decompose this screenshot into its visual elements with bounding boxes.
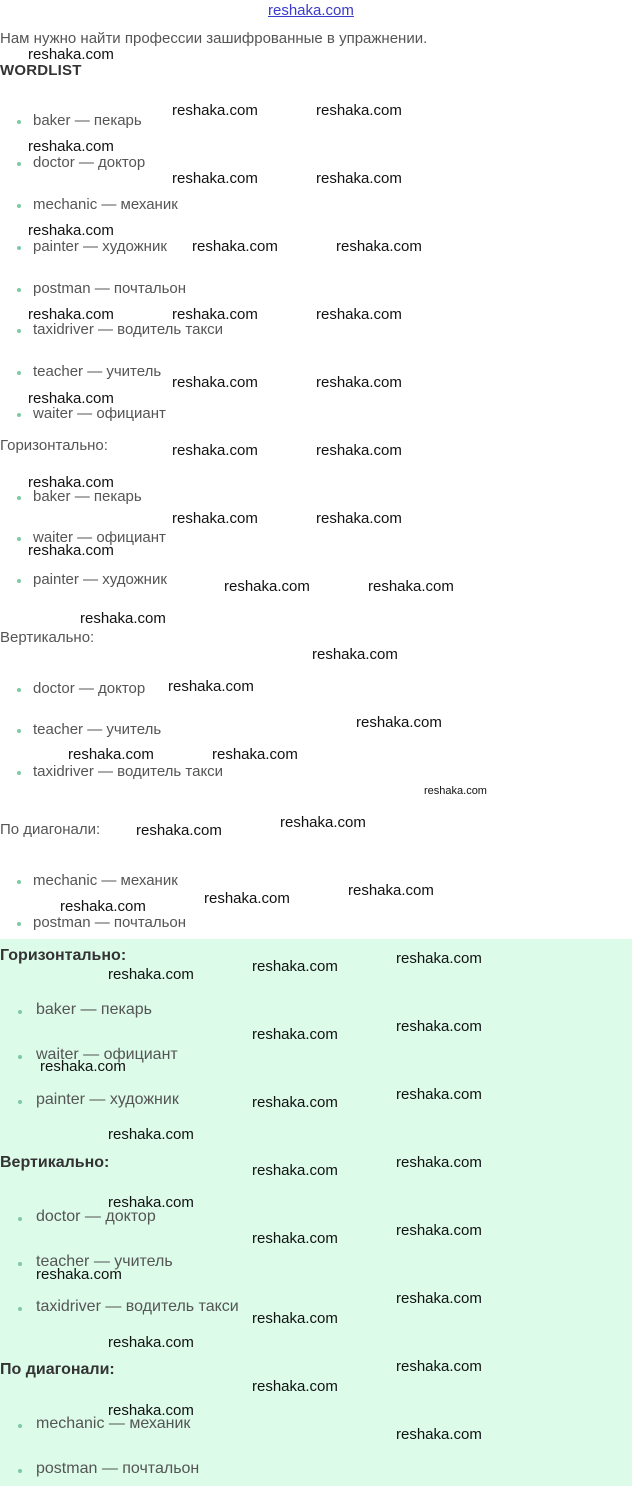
list-item: teacher — учитель — [33, 721, 162, 738]
watermark: reshaka.com — [424, 785, 487, 797]
watermark: reshaka.com — [396, 1018, 482, 1035]
watermark: reshaka.com — [28, 306, 114, 323]
watermark: reshaka.com — [68, 746, 154, 763]
list-item: teacher — учитель — [33, 363, 162, 380]
watermark: reshaka.com — [348, 882, 434, 899]
watermark: reshaka.com — [316, 102, 402, 119]
list-item: postman — почтальон — [33, 914, 187, 931]
watermark: reshaka.com — [28, 138, 114, 155]
watermark: reshaka.com — [28, 222, 114, 239]
list-item: taxidriver — водитель такси — [36, 1298, 239, 1315]
list-item: doctor — доктор — [36, 1208, 156, 1225]
watermark: reshaka.com — [316, 306, 402, 323]
watermark: reshaka.com — [172, 306, 258, 323]
list-item: painter — художник — [33, 571, 167, 588]
watermark: reshaka.com — [316, 170, 402, 187]
watermark: reshaka.com — [316, 510, 402, 527]
list-item: baker — пекарь — [33, 112, 142, 129]
watermark: reshaka.com — [336, 238, 422, 255]
watermark: reshaka.com — [80, 610, 166, 627]
watermark: reshaka.com — [28, 46, 114, 63]
list-item: painter — художник — [36, 1091, 179, 1108]
watermark: reshaka.com — [252, 1310, 338, 1327]
watermark: reshaka.com — [28, 542, 114, 559]
watermark: reshaka.com — [252, 958, 338, 975]
watermark: reshaka.com — [396, 1086, 482, 1103]
list-item: baker — пекарь — [33, 488, 142, 505]
watermark: reshaka.com — [172, 510, 258, 527]
watermark: reshaka.com — [204, 890, 290, 907]
answer-heading-horizontal: Горизонтально: — [0, 947, 127, 964]
watermark: reshaka.com — [28, 474, 114, 491]
watermark: reshaka.com — [396, 1222, 482, 1239]
answer-heading-vertical: Вертикально: — [0, 1154, 110, 1171]
heading-diagonal: По диагонали: — [0, 821, 101, 838]
site-link[interactable]: reshaka.com — [268, 2, 354, 19]
watermark: reshaka.com — [224, 578, 310, 595]
watermark: reshaka.com — [280, 814, 366, 831]
watermark: reshaka.com — [172, 102, 258, 119]
watermark: reshaka.com — [108, 1334, 194, 1351]
list-item: mechanic — механик — [33, 196, 178, 213]
watermark: reshaka.com — [172, 170, 258, 187]
wordlist-title: WORDLIST — [0, 62, 82, 79]
watermark: reshaka.com — [28, 390, 114, 407]
watermark: reshaka.com — [252, 1162, 338, 1179]
watermark: reshaka.com — [316, 374, 402, 391]
heading-horizontal: Горизонтально: — [0, 437, 108, 454]
list-item: postman — почтальон — [33, 280, 187, 297]
watermark: reshaka.com — [212, 746, 298, 763]
watermark: reshaka.com — [108, 966, 194, 983]
list-item: mechanic — механик — [33, 872, 178, 889]
watermark: reshaka.com — [396, 1290, 482, 1307]
watermark: reshaka.com — [396, 1154, 482, 1171]
watermark: reshaka.com — [252, 1026, 338, 1043]
watermark: reshaka.com — [396, 950, 482, 967]
list-item: taxidriver — водитель такси — [33, 321, 224, 338]
watermark: reshaka.com — [40, 1058, 126, 1075]
heading-vertical: Вертикально: — [0, 629, 95, 646]
watermark: reshaka.com — [252, 1378, 338, 1395]
intro-text: Нам нужно найти профессии зашифрованные в упражнении. — [0, 30, 428, 47]
list-item: teacher — учитель — [36, 1253, 173, 1270]
watermark: reshaka.com — [356, 714, 442, 731]
list-item: waiter — официант — [36, 1046, 178, 1063]
watermark: reshaka.com — [36, 1266, 122, 1283]
watermark: reshaka.com — [108, 1194, 194, 1211]
watermark: reshaka.com — [192, 238, 278, 255]
list-item: doctor — доктор — [33, 680, 146, 697]
list-item: waiter — официант — [33, 529, 166, 546]
list-item: painter — художник — [33, 238, 167, 255]
watermark: reshaka.com — [108, 1402, 194, 1419]
watermark: reshaka.com — [396, 1426, 482, 1443]
list-item: baker — пекарь — [36, 1001, 152, 1018]
watermark: reshaka.com — [60, 898, 146, 915]
watermark: reshaka.com — [252, 1094, 338, 1111]
watermark: reshaka.com — [312, 646, 398, 663]
answer-heading-diagonal: По диагонали: — [0, 1361, 115, 1378]
list-item: waiter — официант — [33, 405, 166, 422]
watermark: reshaka.com — [396, 1358, 482, 1375]
list-item: postman — почтальон — [36, 1460, 200, 1477]
list-item: taxidriver — водитель такси — [33, 763, 224, 780]
watermark: reshaka.com — [368, 578, 454, 595]
watermark: reshaka.com — [316, 442, 402, 459]
watermark: reshaka.com — [172, 442, 258, 459]
list-item: doctor — доктор — [33, 154, 146, 171]
watermark: reshaka.com — [108, 1126, 194, 1143]
watermark: reshaka.com — [136, 822, 222, 839]
watermark: reshaka.com — [252, 1230, 338, 1247]
watermark: reshaka.com — [172, 374, 258, 391]
list-item: mechanic — механик — [36, 1415, 191, 1432]
answer-box — [0, 939, 632, 1486]
watermark: reshaka.com — [168, 678, 254, 695]
